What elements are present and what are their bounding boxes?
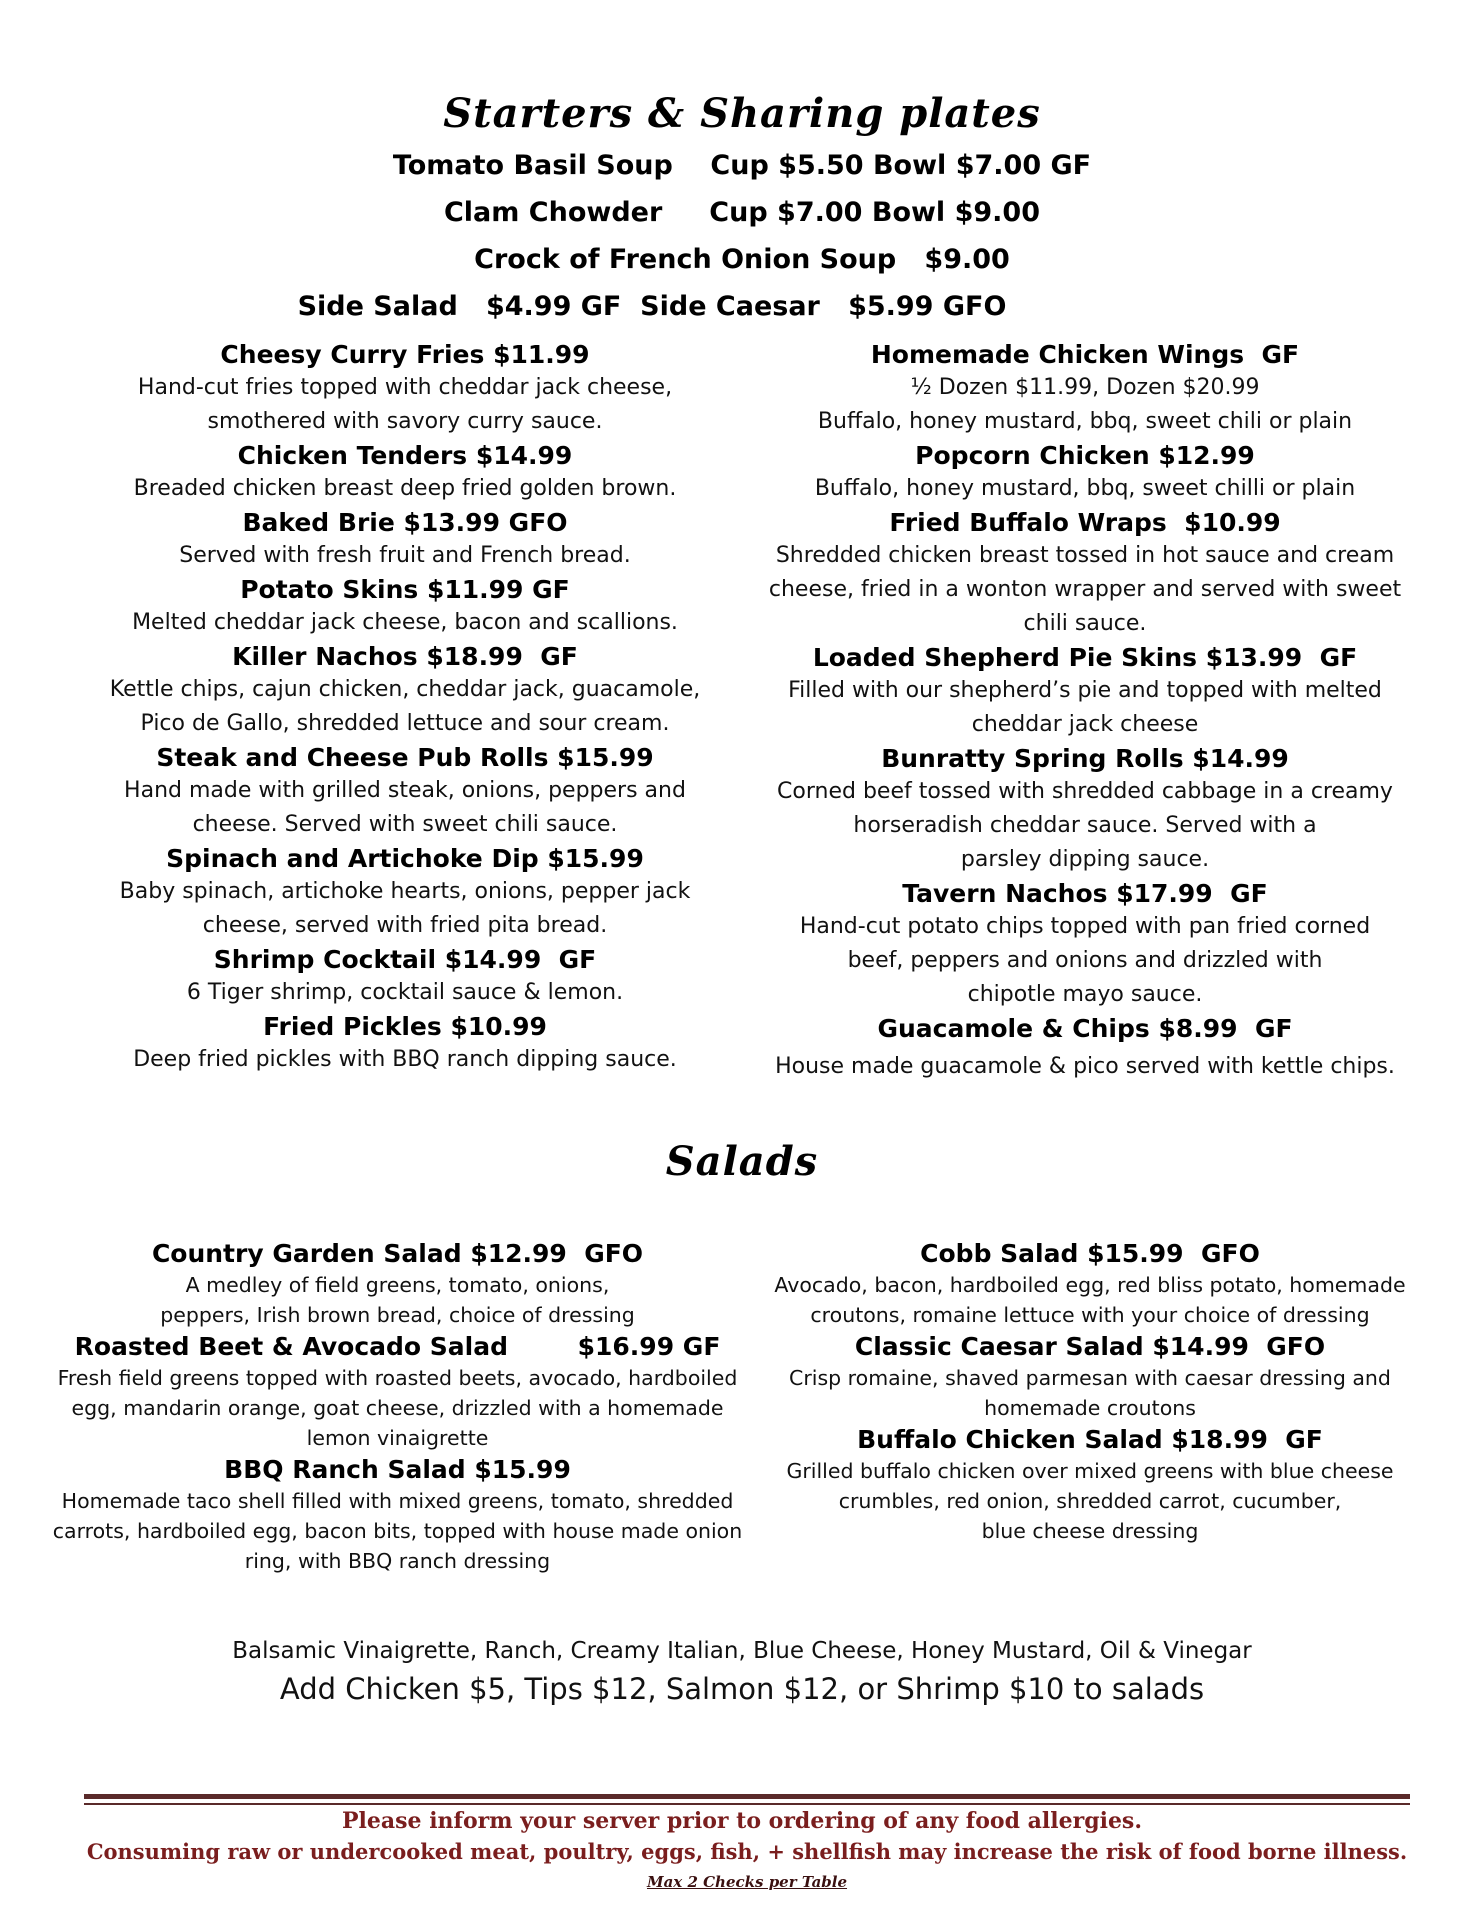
- menu-item-popcorn-chicken: [735, 439, 1435, 506]
- item-desc: carrots, hardboiled egg, bacon bits, topped with house made onion: [52, 1519, 743, 1543]
- item-name: Spinach and Artichoke Dip $15.99: [166, 844, 644, 873]
- item-name: Classic Caesar Salad $14.99 GFO: [854, 1332, 1326, 1361]
- item-desc: chili sauce.: [1023, 611, 1147, 636]
- item-desc: Melted cheddar jack cheese, bacon and scallions.: [132, 610, 678, 635]
- menu-item-fried-buffalo-wraps: [735, 506, 1435, 641]
- item-desc: crumbles, red onion, shredded carrot, cucumber,: [838, 1489, 1342, 1513]
- item-desc: Avocado, bacon, hardboiled egg, red bliss potato, homemade: [774, 1273, 1406, 1297]
- item-desc: Deep fried pickles with BBQ ranch dipping sauce.: [133, 1047, 677, 1072]
- item-desc: cheese, served with fried pita bread.: [202, 913, 608, 938]
- item-desc: beef, peppers and onions and drizzled with: [847, 948, 1323, 973]
- dressing-options: Balsamic Vinaigrette, Ranch, Creamy Italian, Blue Cheese, Honey Mustard, Oil & Vinegar: [232, 1638, 1252, 1664]
- item-desc: cheddar jack cheese: [971, 712, 1199, 737]
- item-desc: homemade croutons: [984, 1396, 1196, 1420]
- max-checks-note: Max 2 Checks per Table: [646, 1873, 848, 1891]
- menu-item-country-garden-salad: [40, 1237, 755, 1330]
- soup-line-french-onion: Crock of French Onion Soup $9.00: [474, 244, 1010, 275]
- menu-item-spinach-artichoke-dip: [40, 842, 770, 943]
- item-desc: smothered with savory curry sauce.: [207, 409, 603, 434]
- salad-addons: Add Chicken $5, Tips $12, Salmon $12, or Shrimp $10 to salads: [279, 1672, 1205, 1706]
- item-desc: Corned beef tossed with shredded cabbage in a creamy: [777, 779, 1393, 804]
- menu-item-bbq-ranch-salad: [40, 1453, 755, 1576]
- item-desc: cheese, fried in a wonton wrapper and served with sweet: [768, 577, 1402, 602]
- menu-item-guacamole-chips: [735, 1012, 1435, 1084]
- menu-item-cobb-salad: [760, 1237, 1420, 1330]
- item-desc: Hand-cut potato chips topped with pan fried corned: [799, 914, 1371, 939]
- item-desc: cheese. Served with sweet chili sauce.: [192, 812, 618, 837]
- item-desc: Fresh field greens topped with roasted beets, avocado, hardboiled: [57, 1366, 738, 1390]
- item-desc: Pico de Gallo, shredded lettuce and sour cream.: [140, 711, 670, 736]
- item-name: Fried Pickles $10.99: [263, 1012, 547, 1041]
- item-name: Tavern Nachos $17.99 GF: [902, 879, 1268, 908]
- item-desc: horseradish cheddar sauce. Served with a: [853, 813, 1317, 838]
- item-name: Cobb Salad $15.99 GFO: [920, 1239, 1260, 1268]
- menu-item-chicken-tenders: [40, 439, 770, 506]
- menu-item-shrimp-cocktail: [40, 943, 770, 1010]
- item-name: Fried Buffalo Wraps $10.99: [889, 508, 1281, 537]
- item-name: Steak and Cheese Pub Rolls $15.99: [156, 743, 654, 772]
- item-name: BBQ Ranch Salad $15.99: [224, 1455, 571, 1484]
- salads-right-column: [760, 1237, 1420, 1546]
- salads-title: Salads: [665, 1138, 819, 1185]
- item-desc: Buffalo, honey mustard, bbq, sweet chili or plain: [817, 409, 1353, 434]
- item-desc: Hand-cut fries topped with cheddar jack cheese,: [137, 375, 673, 400]
- menu-item-potato-skins: [40, 573, 770, 640]
- item-name: Homemade Chicken Wings GF: [870, 340, 1300, 369]
- item-desc: Breaded chicken breast deep fried golden brown.: [133, 476, 677, 501]
- starters-title: Starters & Sharing plates: [443, 90, 1041, 137]
- item-desc: ring, with BBQ ranch dressing: [244, 1549, 551, 1573]
- item-name: Killer Nachos $18.99 GF: [232, 642, 578, 671]
- item-desc: Homemade taco shell filled with mixed greens, tomato, shredded: [61, 1489, 734, 1513]
- item-desc: Shredded chicken breast tossed in hot sauce and cream: [775, 543, 1395, 568]
- item-name: Potato Skins $11.99 GF: [240, 575, 570, 604]
- item-name: Shrimp Cocktail $14.99 GF: [213, 945, 597, 974]
- item-desc: Buffalo, honey mustard, bbq, sweet chilli or plain: [814, 476, 1356, 501]
- item-desc: 6 Tiger shrimp, cocktail sauce & lemon.: [186, 980, 624, 1005]
- item-name: Country Garden Salad $12.99 GFO: [151, 1239, 644, 1268]
- item-name: Popcorn Chicken $12.99: [915, 441, 1255, 470]
- starters-right-column: [735, 338, 1435, 1084]
- item-desc: parsley dipping sauce.: [960, 847, 1210, 872]
- item-desc: lemon vinaigrette: [306, 1426, 489, 1450]
- item-name: Bunratty Spring Rolls $14.99: [881, 744, 1289, 773]
- item-desc: Kettle chips, cajun chicken, cheddar jack, guacamole,: [109, 677, 701, 702]
- allergy-notice: Please inform your server prior to ordering of any food allergies.: [342, 1808, 1142, 1834]
- side-salad-line: Side Salad $4.99 GF Side Caesar $5.99 GFO: [297, 291, 1007, 322]
- item-desc: Filled with our shepherd’s pie and topped with melted: [788, 678, 1382, 703]
- soup-line-clam-chowder: Clam Chowder Cup $7.00 Bowl $9.00: [443, 197, 1040, 228]
- menu-item-roasted-beet-avocado-salad: [40, 1330, 755, 1453]
- item-name: Roasted Beet & Avocado Salad $16.99 GF: [74, 1332, 721, 1361]
- item-desc: peppers, Irish brown bread, choice of dressing: [160, 1303, 635, 1327]
- item-name: Loaded Shepherd Pie Skins $13.99 GF: [812, 643, 1358, 672]
- menu-item-baked-brie: [40, 506, 770, 573]
- menu-item-buffalo-chicken-salad: [760, 1423, 1420, 1546]
- item-desc: Served with fresh fruit and French bread.: [179, 543, 631, 568]
- item-desc: House made guacamole & pico served with kettle chips.: [775, 1054, 1395, 1079]
- item-desc: Crisp romaine, shaved parmesan with caesar dressing and: [789, 1366, 1391, 1390]
- item-desc: A medley of field greens, tomato, onions,: [185, 1273, 610, 1297]
- item-desc: egg, mandarin orange, goat cheese, drizzled with a homemade: [71, 1396, 724, 1420]
- menu-item-fried-pickles: [40, 1010, 770, 1077]
- item-desc: blue cheese dressing: [981, 1519, 1199, 1543]
- item-desc: Grilled buffalo chicken over mixed greens with blue cheese: [786, 1459, 1394, 1483]
- menu-item-bunratty-spring-rolls: [735, 742, 1435, 877]
- item-name: Baked Brie $13.99 GFO: [242, 508, 568, 537]
- footer-divider: [84, 1794, 1410, 1799]
- item-desc: chipotle mayo sauce.: [967, 982, 1203, 1007]
- starters-left-column: [40, 338, 770, 1077]
- menu-item-loaded-shepherd-pie-skins: [735, 641, 1435, 742]
- salads-left-column: [40, 1237, 755, 1576]
- item-name: Chicken Tenders $14.99: [237, 441, 573, 470]
- menu-item-cheesy-curry-fries: [40, 338, 770, 439]
- food-safety-warning: [84, 1838, 1410, 1896]
- warning-text: Consuming raw or undercooked meat, poultry, eggs, fish, + shellfish may increase the risk of food borne illness.: [86, 1839, 1408, 1864]
- footer-divider-thin: [84, 1803, 1410, 1805]
- item-name: Buffalo Chicken Salad $18.99 GF: [857, 1425, 1323, 1454]
- item-desc: croutons, romaine lettuce with your choice of dressing: [810, 1303, 1370, 1327]
- item-desc: Hand made with grilled steak, onions, peppers and: [124, 778, 686, 803]
- item-desc: ½ Dozen $11.99, Dozen $20.99: [910, 375, 1260, 400]
- menu-item-classic-caesar-salad: [760, 1330, 1420, 1423]
- menu-item-chicken-wings: [735, 338, 1435, 439]
- soup-line-tomato-basil: Tomato Basil Soup Cup $5.50 Bowl $7.00 GF: [392, 150, 1092, 181]
- item-name: Guacamole & Chips $8.99 GF: [877, 1014, 1293, 1043]
- menu-item-tavern-nachos: [735, 877, 1435, 1012]
- item-name: Cheesy Curry Fries $11.99: [220, 340, 590, 369]
- menu-item-killer-nachos: [40, 640, 770, 741]
- item-desc: Baby spinach, artichoke hearts, onions, pepper jack: [119, 879, 691, 904]
- menu-item-steak-cheese-pub-rolls: [40, 741, 770, 842]
